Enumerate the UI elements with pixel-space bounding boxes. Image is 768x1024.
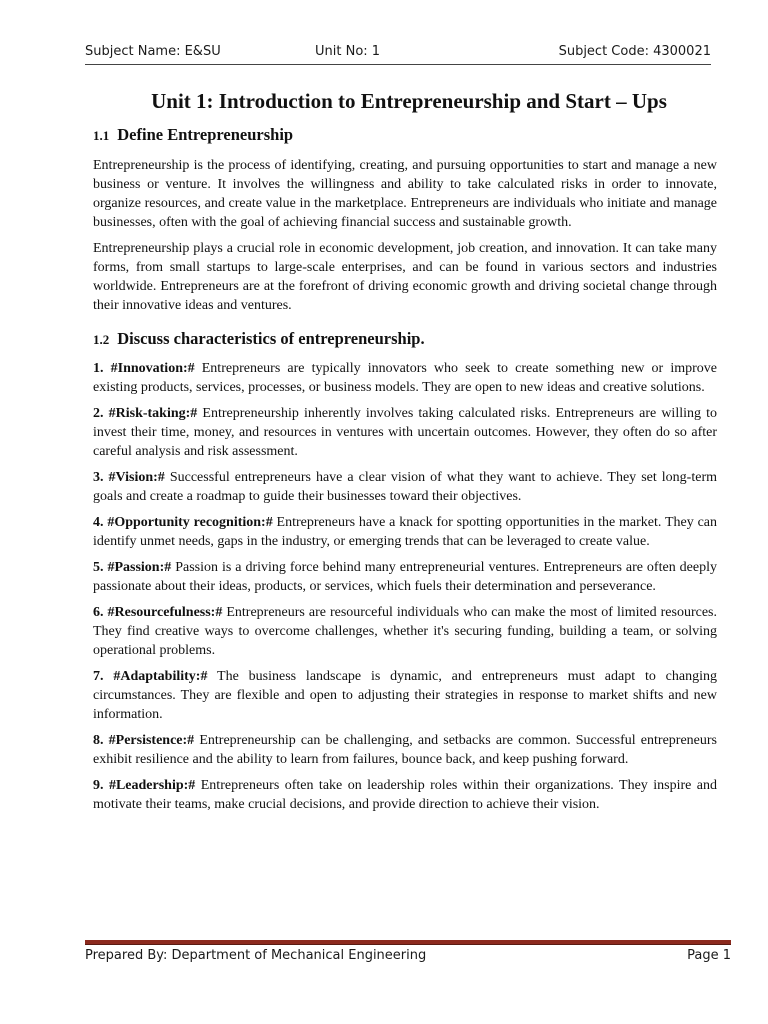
section-number: 1.2 [93, 332, 110, 347]
section-title: Discuss characteristics of entrepreneurship. [117, 329, 425, 348]
item-label: 5. #Passion:# [93, 560, 172, 575]
page-header [85, 44, 711, 62]
page-footer [85, 948, 731, 966]
section-heading-characteristics [93, 328, 717, 351]
item-label: 2. #Risk-taking:# [93, 406, 198, 421]
document-body [93, 124, 717, 814]
item-label: 1. #Innovation:# [93, 361, 195, 376]
item-text: Entrepreneurs are resourceful individuals who can make the most of limited resources. They find creative ways to overcome challenges, whether it's securing funding, building a team, or solving operational problems. [93, 605, 717, 658]
subject-name: Subject Name: E&SU [85, 44, 221, 59]
item-text: Entrepreneurs often take on leadership roles within their organizations. They inspire and motivate their teams, make crucial decisions, and provide direction to achieve their vision. [93, 778, 717, 812]
list-item [93, 776, 717, 814]
prepared-by: Prepared By: Department of Mechanical Engineering [85, 948, 427, 963]
paragraph: Entrepreneurship plays a crucial role in economic development, job creation, and innovation. It can take many forms, from small startups to large-scale enterprises, and can be found in various sectors and industries worldwide. Entrepreneurs are at the forefront of driving economic growth and driving societal change through their innovative ideas and ventures. [93, 241, 717, 313]
list-item [93, 558, 717, 596]
list-item [93, 603, 717, 660]
item-text: Entrepreneurs are typically innovators who seek to create something new or improve existing products, services, processes, or business models. They are open to new ideas and creative solutions. [93, 361, 717, 395]
list-item [93, 404, 717, 461]
list-item [93, 731, 717, 769]
item-text: Successful entrepreneurs have a clear vision of what they want to achieve. They set long-term goals and create a roadmap to guide their businesses toward their objectives. [93, 470, 717, 504]
item-text: Entrepreneurship inherently involves taking calculated risks. Entrepreneurs are willing to invest their time, money, and resources in ventures with uncertain outcomes. However, they often do so after careful analysis and risk assessment. [93, 406, 718, 459]
item-text: Entrepreneurs have a knack for spotting opportunities in the market. They can identify unmet needs, gaps in the industry, or emerging trends that can be leveraged to create value. [93, 515, 718, 549]
item-text: Passion is a driving force behind many entrepreneurial ventures. Entrepreneurs are often deeply passionate about their ideas, products, or services, which fuels their determination and perseverance. [93, 560, 717, 594]
subject-code: Subject Code: 4300021 [558, 44, 711, 59]
section-title: Define Entrepreneurship [117, 125, 294, 144]
list-item [93, 513, 717, 551]
paragraph: Entrepreneurship is the process of identifying, creating, and pursuing opportunities to start and manage a new business or venture. It involves the willingness and ability to take calculated risks in order to innovate, organize resources, and create value in the marketplace. Entrepreneurs are individuals who initiate and manage businesses, often with the goal of achieving financial success and sustainable growth. [93, 158, 717, 230]
item-text: Entrepreneurship can be challenging, and setbacks are common. Successful entrepreneurs exhibit resilience and the ability to learn from failures, bounce back, and keep pushing forward. [93, 733, 717, 767]
item-label: 6. #Resourcefulness:# [93, 605, 223, 620]
page-title: Unit 1: Introduction to Entrepreneurship and Start – Ups [151, 89, 667, 113]
item-label: 9. #Leadership:# [93, 778, 196, 793]
page-number: Page 1 [687, 948, 731, 963]
item-text: The business landscape is dynamic, and entrepreneurs must adapt to changing circumstances. They are flexible and open to adjusting their strategies in response to market shifts and new information. [93, 669, 717, 722]
list-item [93, 359, 717, 397]
item-label: 4. #Opportunity recognition:# [93, 515, 273, 530]
section-heading-define [93, 124, 717, 147]
list-item [93, 468, 717, 506]
item-label: 8. #Persistence:# [93, 733, 195, 748]
list-item [93, 667, 717, 724]
section-number: 1.1 [93, 128, 110, 143]
unit-number: Unit No: 1 [315, 44, 381, 59]
header-divider [85, 64, 711, 65]
item-label: 7. #Adaptability:# [93, 669, 208, 684]
item-label: 3. #Vision:# [93, 470, 165, 485]
footer-divider [85, 940, 731, 945]
